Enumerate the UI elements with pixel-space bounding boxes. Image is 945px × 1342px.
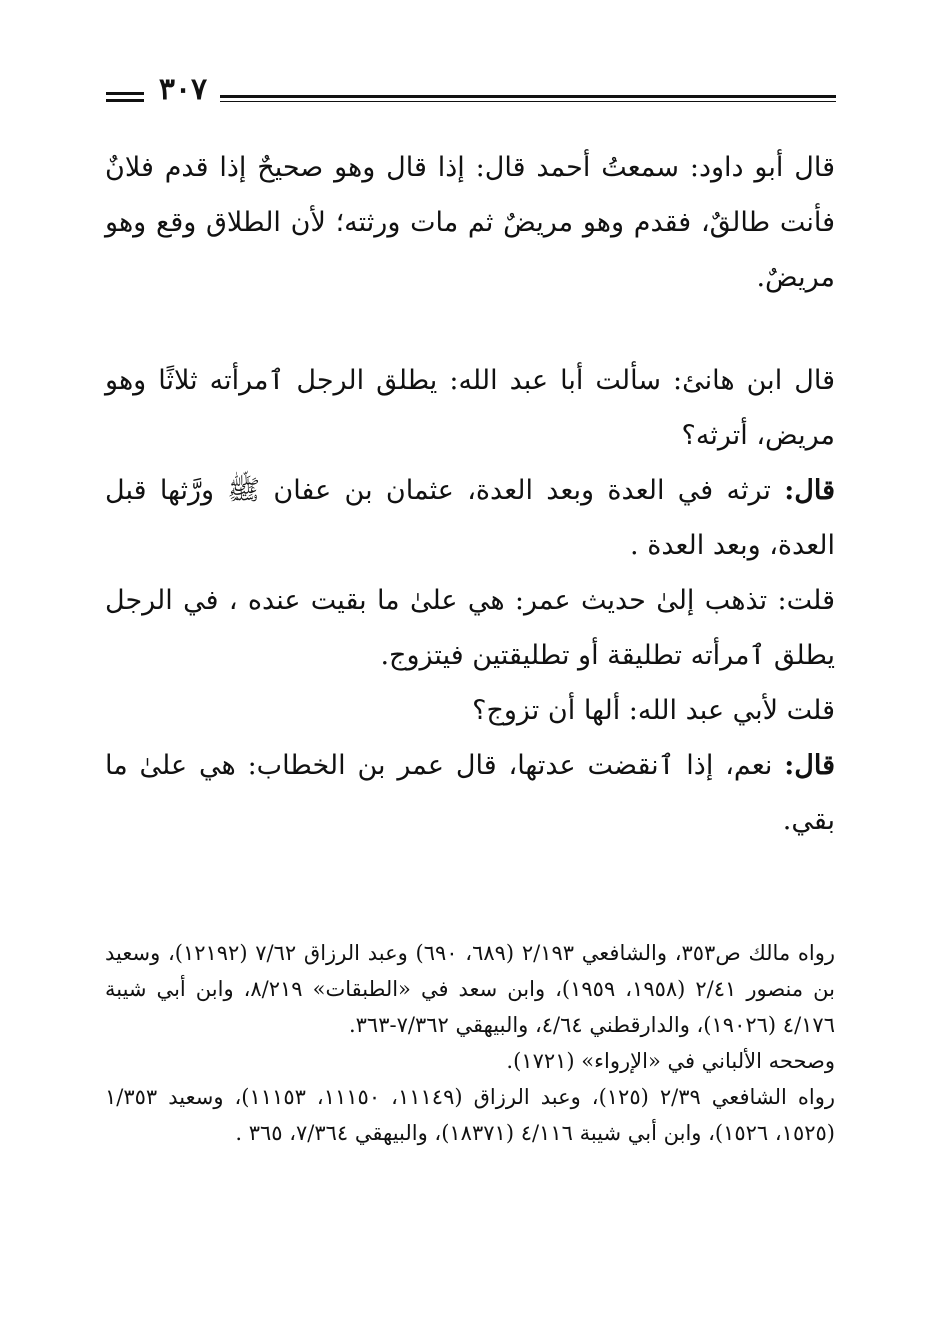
paragraph bbox=[105, 738, 835, 848]
paragraph-text: قال أبو داود: سمعتُ أحمد قال: إذا قال وهو صحيحٌ إذا قدم فلانٌ فأنت طالقٌ، فقدم وهو مريضٌ ثم مات ورثته؛ لأن الطلاق وقع وهو مريضٌ. bbox=[105, 152, 835, 293]
paragraph bbox=[105, 683, 835, 738]
main-text bbox=[105, 140, 835, 848]
page-number: ٣٠٧ bbox=[158, 72, 208, 107]
page-header bbox=[100, 70, 836, 130]
paragraph-text: قال ابن هانئ: سألت أبا عبد الله: يطلق الرجل ٱمرأته ثلاثًا وهو مريض، أترثه؟ bbox=[105, 365, 835, 451]
paragraph-text: قلت لأبي عبد الله: ألها أن تزوج؟ bbox=[472, 695, 835, 726]
footnote: رواه الشافعي ٢/٣٩ (١٢٥)، وعبد الرزاق (١١١٤٩، ١١١٥٠، ١١١٥٣)، وسعيد ١/٣٥٣ (١٥٢٥، ١٥٢٦)، وابن أبي شيبة ٤/١١٦ (١٨٣٧١)، والبيهقي ٧/٣٦٤، ٣٦٥ . bbox=[105, 1085, 836, 1145]
paragraph bbox=[105, 353, 835, 463]
header-rule-short-top bbox=[106, 92, 144, 95]
header-rule-short-bottom bbox=[106, 99, 144, 102]
footnote: رواه مالك ص٣٥٣، والشافعي ٢/١٩٣ (٦٨٩، ٦٩٠) وعبد الرزاق ٧/٦٢ (١٢١٩٢)، وسعيد بن منصور ٢/٤١ (١٩٥٨، ١٩٥٩)، وابن سعد في «الطبقات» ٨/٢١٩، وابن أبي شيبة ٤/١٧٦ (١٩٠٢٦)، والدارقطني ٤/٦٤، والبيهقي ٧/٣٦٢-٣٦٣. bbox=[105, 941, 836, 1037]
paragraph-gap bbox=[105, 305, 835, 353]
header-rule-long-top bbox=[220, 95, 836, 98]
paragraph-text: ترثه في العدة وبعد العدة، عثمان بن عفان ﷺ ورَّثها قبل العدة، وبعد العدة . bbox=[105, 475, 835, 561]
paragraph bbox=[105, 573, 835, 683]
paragraph-text: نعم، إذا ٱنقضت عدتها، قال عمر بن الخطاب: هي علىٰ ما بقي. bbox=[105, 750, 835, 836]
paragraph-lead: قال: bbox=[784, 475, 835, 506]
paragraph-lead: قال: bbox=[784, 750, 835, 781]
paragraph-text: قلت: تذهب إلىٰ حديث عمر: هي علىٰ ما بقيت عنده ، في الرجل يطلق ٱمرأته تطليقة أو تطليقتين فيتزوج. bbox=[105, 585, 835, 671]
footnotes bbox=[105, 935, 835, 1151]
header-rule-long-bottom bbox=[220, 101, 836, 102]
footnote: وصححه الألباني في «الإرواء» (١٧٢١). bbox=[506, 1049, 835, 1073]
paragraph bbox=[105, 463, 835, 573]
paragraph bbox=[105, 140, 835, 305]
